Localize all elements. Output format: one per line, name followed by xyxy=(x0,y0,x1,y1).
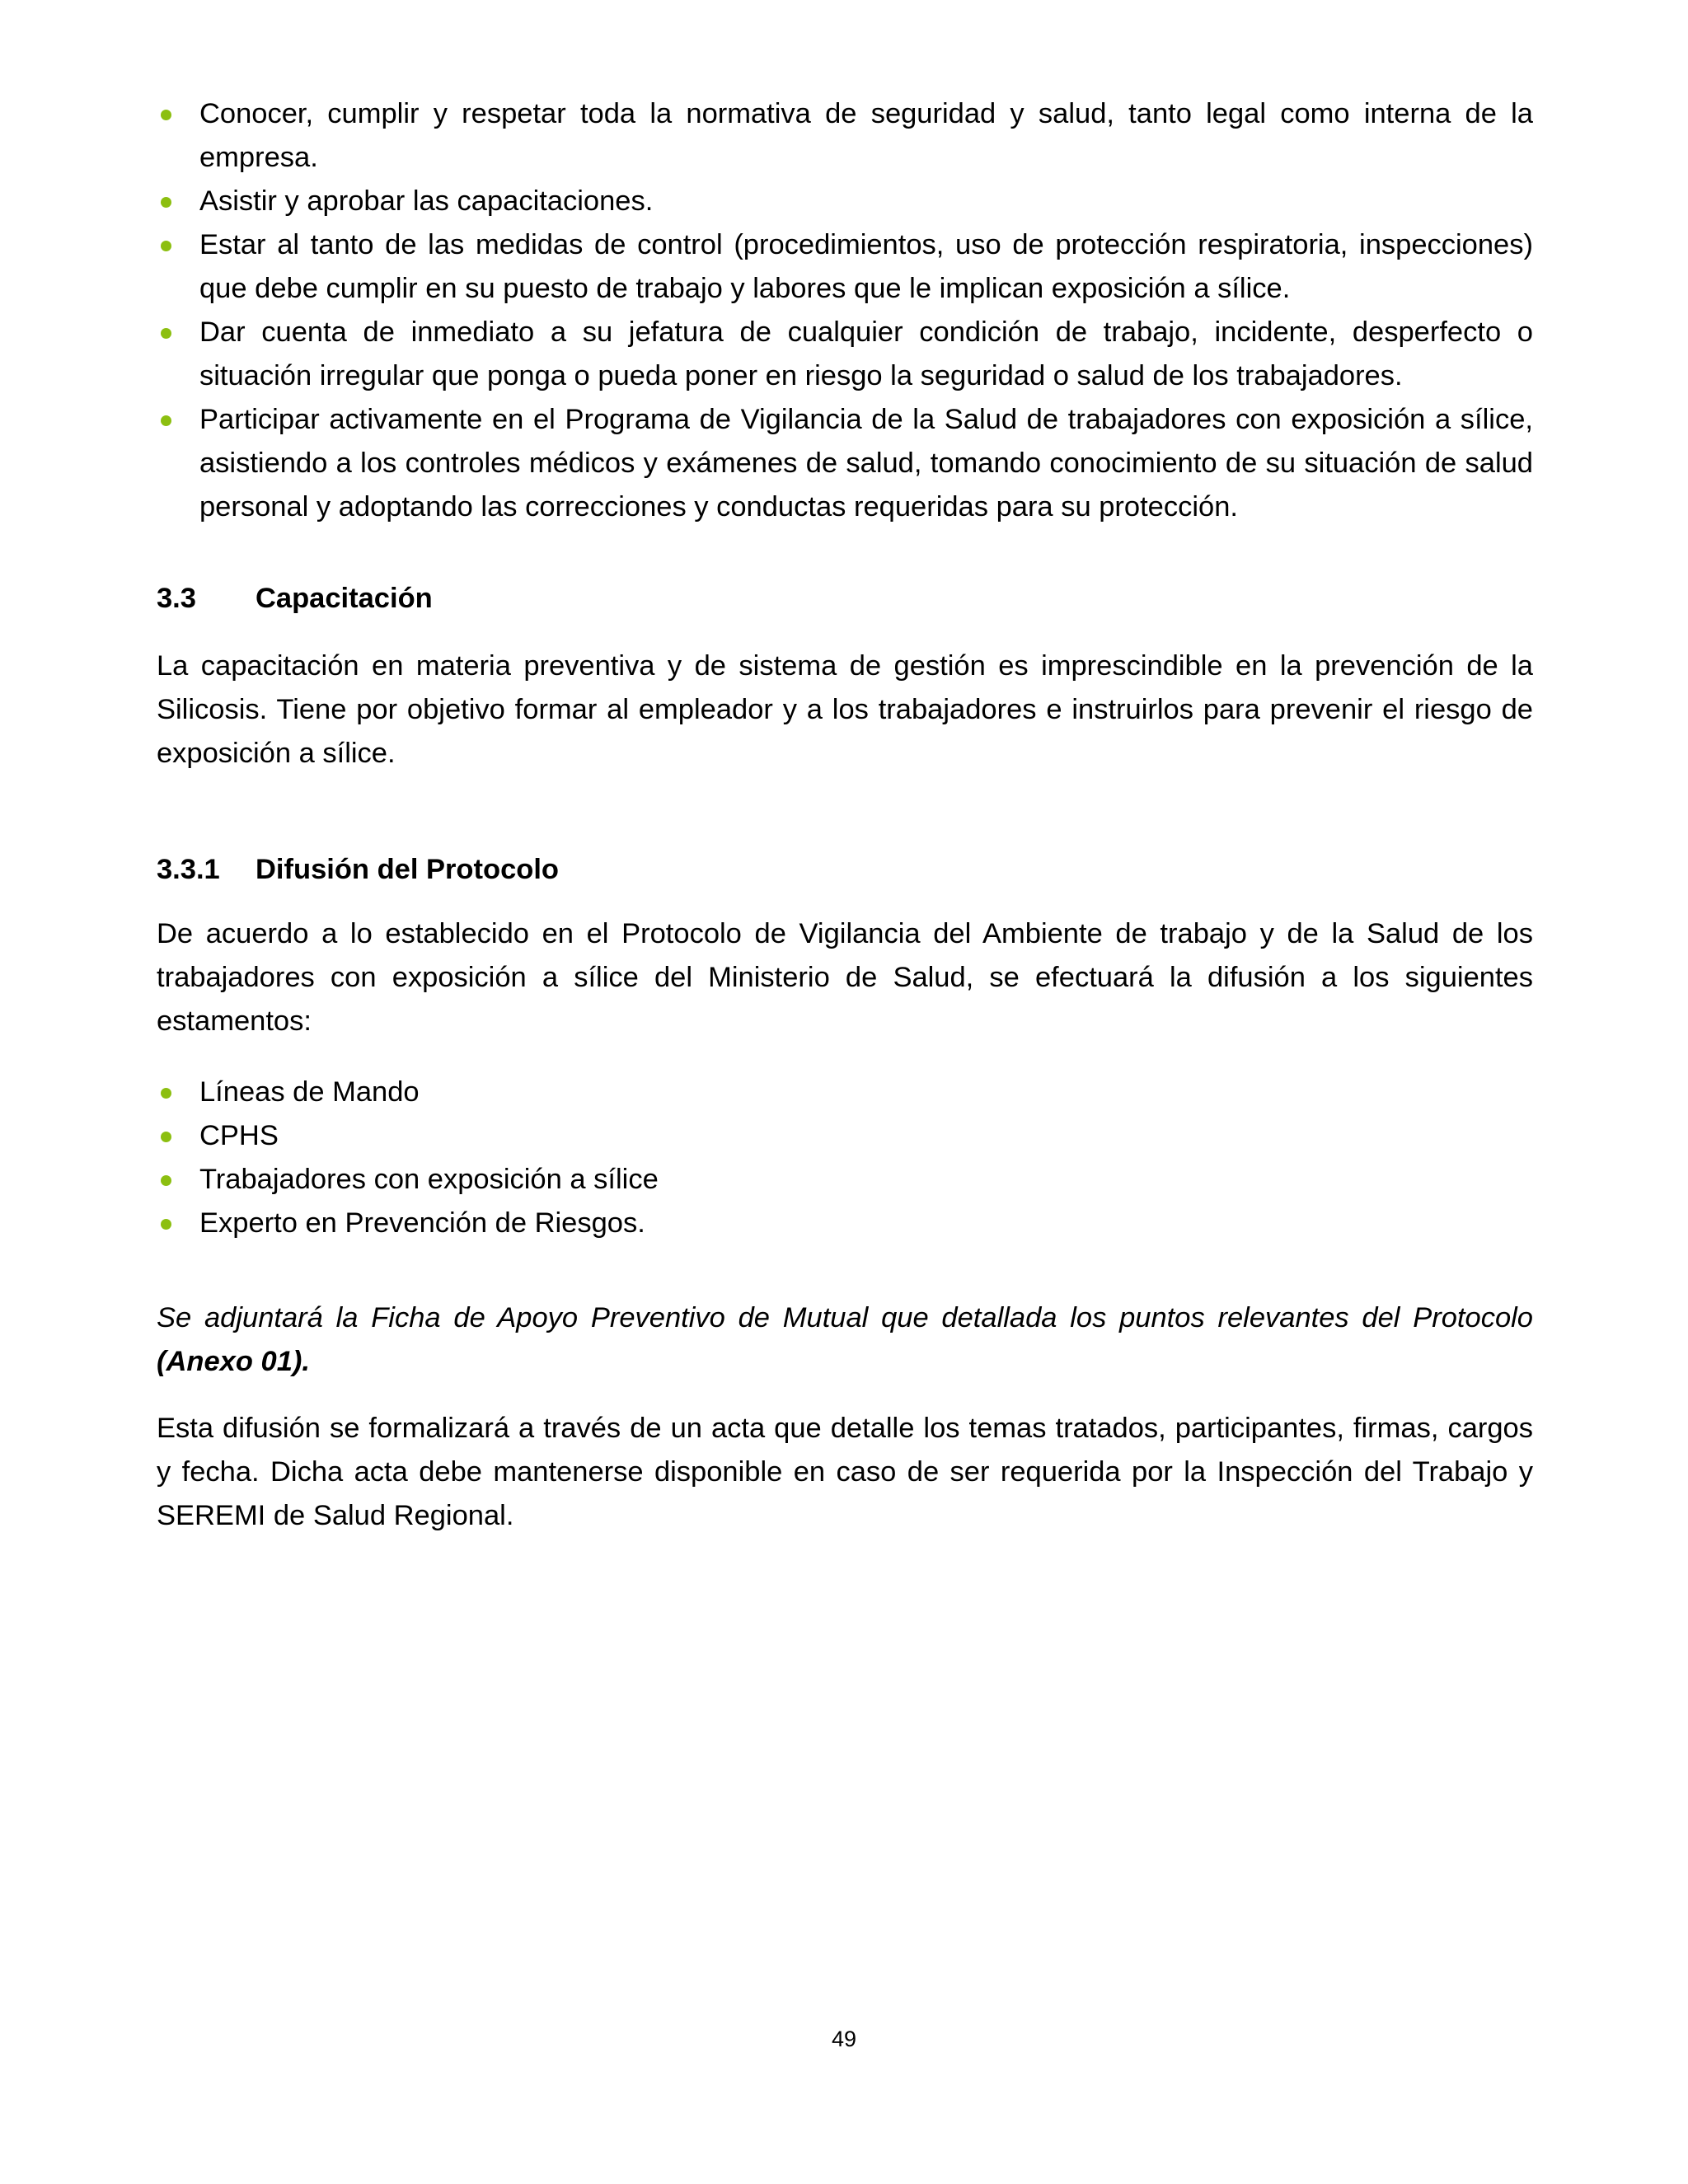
section-3-3-paragraph: La capacitación en materia preventiva y de sistema de gestión es imprescindible en la prevención de la Silicosis. Tiene por objetivo formar al empleador y a los trabajadores e instruirlos para prevenir el riesgo de exposición a sílice. xyxy=(157,650,1533,769)
bullet-icon xyxy=(161,328,171,339)
list-item xyxy=(157,1071,1533,1114)
top-spacer xyxy=(157,0,1533,92)
bullet-icon xyxy=(161,415,171,426)
annex-note-text: Se adjuntará la Ficha de Apoyo Preventivo de Mutual que detallada los puntos relevantes del Protocolo xyxy=(157,1302,1533,1333)
section-title: Difusión del Protocolo xyxy=(256,854,559,885)
list-item-text: Trabajadores con exposición a sílice xyxy=(199,1164,659,1195)
annex-note-paragraph xyxy=(157,1296,1533,1384)
list-item xyxy=(157,223,1533,311)
bullet-icon xyxy=(161,1219,171,1230)
page-number: 49 xyxy=(831,2027,857,2051)
list-item-text: Experto en Prevención de Riesgos. xyxy=(199,1207,645,1239)
list-item xyxy=(157,1158,1533,1202)
list-item-text: Conocer, cumplir y respetar toda la normativa de seguridad y salud, tanto legal como interna de la empresa. xyxy=(199,98,1533,173)
spacer-list-to-heading xyxy=(157,529,1533,580)
spacer-heading2-to-paragraph xyxy=(157,888,1533,912)
section-heading-3-3 xyxy=(157,580,1533,616)
list-item-text: Dar cuenta de inmediato a su jefatura de cualquier condición de trabajo, incidente, desperfecto o situación irregular que ponga o pueda poner en riesgo la seguridad o salud de los trabajadores. xyxy=(199,316,1533,391)
list-item-text: Estar al tanto de las medidas de control (procedimientos, uso de protección respiratoria, inspecciones) que debe cumplir en su puesto de trabajo y labores que le implican exposición a sílice. xyxy=(199,229,1533,304)
spacer-list-to-note xyxy=(157,1245,1533,1296)
list-item xyxy=(157,311,1533,398)
page-content xyxy=(157,0,1533,1538)
bullet-icon xyxy=(161,1088,171,1099)
list-item-text: Participar activamente en el Programa de Vigilancia de la Salud de trabajadores con exposición a sílice, asistiendo a los controles médicos y exámenes de salud, tomando conocimiento de su situación de salud personal y adoptando las correcciones y conductas requeridas para su protección. xyxy=(199,404,1533,523)
spacer-note-to-paragraph xyxy=(157,1384,1533,1407)
bullet-icon xyxy=(161,1175,171,1186)
list-item-text: Asistir y aprobar las capacitaciones. xyxy=(199,185,654,217)
closing-paragraph: Esta difusión se formalizará a través de un acta que detalle los temas tratados, participantes, firmas, cargos y fecha. Dicha acta debe mantenerse disponible en caso de ser requerida por la Inspección del Trabajo y SEREMI de Salud Regional. xyxy=(157,1413,1533,1531)
list-item xyxy=(157,1202,1533,1245)
list-item xyxy=(157,398,1533,529)
section-number: 3.3.1 xyxy=(157,854,220,885)
annex-reference: (Anexo 01). xyxy=(157,1346,310,1377)
bullet-icon xyxy=(161,241,171,251)
list-item-text: Líneas de Mando xyxy=(199,1076,420,1108)
spacer-heading-to-paragraph xyxy=(157,616,1533,644)
spacer-paragraph-to-heading xyxy=(157,776,1533,851)
list-item xyxy=(157,180,1533,223)
section-heading-3-3-1 xyxy=(157,851,1533,888)
bullet-icon xyxy=(161,1132,171,1142)
responsibilities-list xyxy=(157,92,1533,529)
list-item xyxy=(157,92,1533,180)
bullet-icon xyxy=(161,197,171,208)
estamentos-list xyxy=(157,1071,1533,1245)
section-title: Capacitación xyxy=(256,583,433,614)
section-3-3-1-paragraph: De acuerdo a lo establecido en el Protocolo de Vigilancia del Ambiente de trabajo y de la Salud de los trabajadores con exposición a sílice del Ministerio de Salud, se efectuará la difusión a los siguientes estamentos: xyxy=(157,918,1533,1037)
spacer-paragraph-to-list xyxy=(157,1043,1533,1071)
list-item-text: CPHS xyxy=(199,1120,279,1151)
bullet-icon xyxy=(161,110,171,120)
section-number: 3.3 xyxy=(157,583,196,614)
list-item xyxy=(157,1114,1533,1158)
